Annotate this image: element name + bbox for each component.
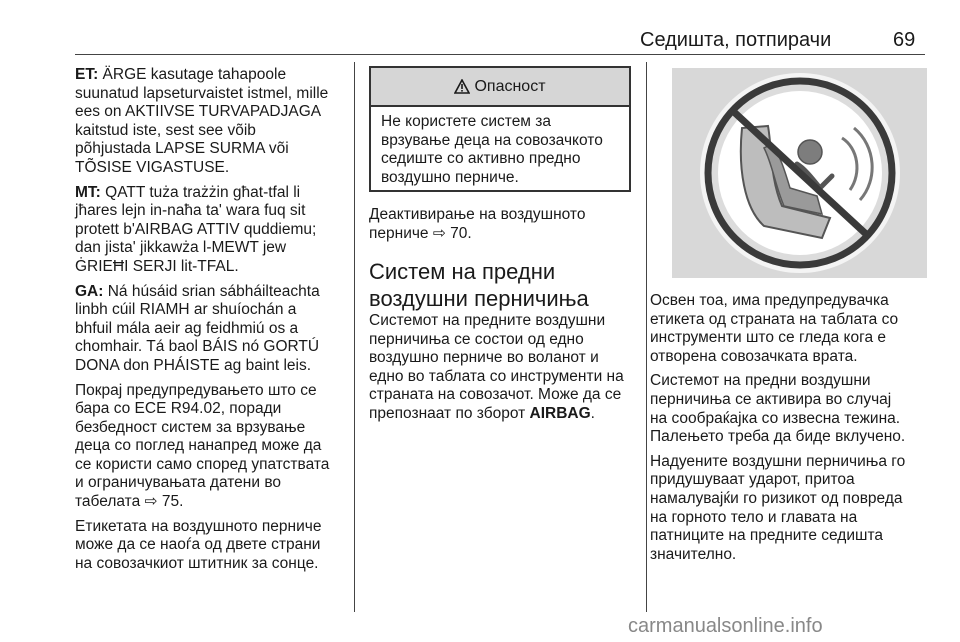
danger-title: Опасност: [474, 77, 546, 95]
page-number: 69: [893, 29, 916, 51]
label-location-paragraph: Етикетата на воздушното перниче може да се наоѓа од двете страни на совозачкиот штитник за сонце.: [75, 517, 322, 572]
danger-box-header: [371, 68, 629, 107]
header-rule: [75, 54, 925, 55]
section-heading: Систем на предни воздушни перничиња: [369, 259, 589, 311]
column-divider-right: [646, 62, 647, 612]
no-child-seat-airbag-icon: [672, 68, 927, 278]
estonian-text: ÄRGE kasutage tahapoole suunatud lapseturvaistet istmel, mille ees on AKTIIVSE TURVAPADJAGA kaitstud iste, sest see võib põhjustada LAPSE SURMA või TÕSISE VIGASTUSE.: [75, 66, 329, 176]
left-column: [75, 66, 350, 579]
lang-label-ga: GA:: [75, 282, 104, 300]
ece-paragraph: Покрај предупредувањето што се бара со ECE R94.02, поради безбедност систем за врзување деца со поглед нанапред може да се користи само според упатствата и ограничувањата датени во табелата ⇨ 75.: [75, 381, 330, 511]
lang-label-mt: MT:: [75, 183, 101, 201]
maltese-text: QATT tuża trażżin għat-tfal li jħares lejn in-naħa ta' wara fuq sit protett b'AIRBAG ATTIV quddiemu; dan jista' jikkawża l-MEWT jew ĠRIEĦI SERJI lit-TFAL.: [75, 183, 317, 275]
lang-label-et: ET:: [75, 66, 99, 83]
section-body-end: .: [590, 404, 595, 422]
watermark: carmanualsonline.info: [628, 615, 823, 637]
irish-warning: [75, 283, 350, 376]
warning-triangle-icon: [454, 79, 470, 94]
maltese-warning: [75, 184, 350, 277]
right-column: [650, 292, 930, 570]
section-body: [369, 312, 637, 424]
inflated-airbag-paragraph: Надуените воздушни перничиња го придушуваат ударот, притоа намалувајќи го ризикот од повреда на горното тело и главата на патниците на предните седишта значително.: [650, 452, 906, 563]
activation-paragraph: Системот на предни воздушни перничиња се активира во случај на сообраќајка со извесна тежина. Палењето треба да биде вклучено.: [650, 372, 906, 446]
section-body-text: Системот на предните воздушни перничиња се состои од едно воздушно перниче во воланот и едно во таблата со инструменти на страната на совозачот. Може да се препознаат по зборот: [369, 312, 624, 422]
deactivation-reference: Деактивирање на воздушното перниче ⇨ 70.: [369, 206, 586, 242]
header-title: Седишта, потпирачи: [640, 29, 832, 51]
airbag-word: AIRBAG: [529, 404, 591, 422]
danger-text: Не користете систем за врзување деца на совозачкото седиште со активно предно воздушно перниче.: [381, 113, 603, 186]
label-paragraph: Освен тоа, има предупредувачка етикета од страната на таблата со инструменти што се гледа кога е отворена совозачката врата.: [650, 292, 899, 365]
column-divider-left: [354, 62, 355, 612]
estonian-warning: [75, 66, 350, 178]
irish-text: Ná húsáid srian sábháilteachta linbh cúil RIAMH ar shuíochán a bhfuil mála aeir ag feidhmiú os a chomhair. Tá baol BÁIS nó GORTÚ DONA don PHÁISTE ag baint leis.: [75, 282, 320, 374]
danger-box: [369, 66, 631, 192]
